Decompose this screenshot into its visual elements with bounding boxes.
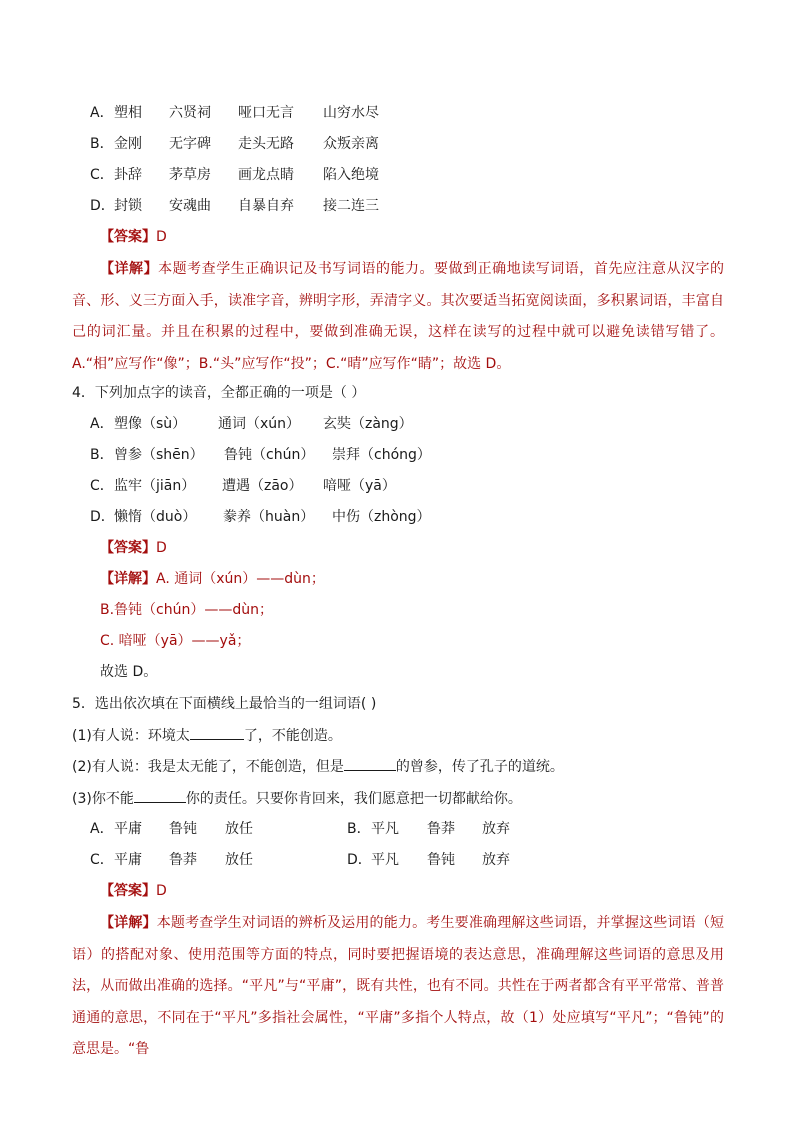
option-word: 鲁莽 — [427, 821, 455, 837]
detail-text: A. 通词（xún）——dùn； — [156, 571, 325, 587]
q4-detail-line-3: C. 喑哑（yā）——yǎ； — [100, 633, 251, 649]
detail-tag: 【详解】 — [100, 571, 156, 587]
option-letter: D． — [90, 509, 115, 525]
q3-detail — [72, 254, 724, 380]
detail-tag: 【详解】 — [100, 261, 159, 277]
answer-value: D — [156, 540, 167, 556]
q4-detail-line-4: 故选 D。 — [100, 664, 158, 680]
option-word: 豢养（huàn） — [223, 509, 315, 525]
detail-text: 本题考查学生对词语的辨析及运用的能力。考生要准确理解这些词语，并掌握这些词语（短语）的搭配对象、使用范围等方面的特点，同时要把握语境的表达意思，准确理解这些词语的意思及用法，从而做出准确的选择。“平凡”与“平庸”，既有共性，也有不同。共性在于两者都含有平平常常、普普通通的意思，不同在于“平凡”多指社会属性，“平庸”多指个人特点，故（1）处应填写“平凡”；“鲁钝”的意思是。“鲁 — [72, 915, 725, 1057]
option-word: 通词（xún） — [218, 416, 301, 432]
answer-tag: 【答案】 — [100, 540, 156, 556]
option-word: 放弃 — [482, 852, 510, 868]
option-word: 崇拜（chóng） — [332, 447, 431, 463]
detail-tag: 【详解】 — [100, 915, 157, 931]
option-word: 自暴自弃 — [238, 198, 294, 214]
option-word: 平凡 — [371, 852, 399, 868]
option-word: 鲁钝 — [169, 821, 197, 837]
q5-answer — [100, 881, 167, 901]
blank-line — [134, 788, 186, 803]
q4-stem: 4．下列加点字的读音，全都正确的一项是（ ） — [72, 385, 366, 401]
option-word: 平凡 — [371, 821, 399, 837]
option-word: 遭遇（zāo） — [222, 478, 303, 494]
option-word: 鲁钝（chún） — [224, 447, 315, 463]
option-letter: A． — [90, 821, 114, 837]
option-word: 无字碑 — [169, 136, 211, 152]
sentence-text: 的曾参，传了孔子的道统。 — [395, 759, 564, 775]
sentence-text: 你的责任。只要你肯回来，我们愿意把一切都献给你。 — [185, 791, 522, 807]
option-word: 玄奘（zàng） — [323, 416, 413, 432]
q5-stem: 5．选出依次填在下面横线上最恰当的一组词语( ) — [72, 696, 377, 712]
option-letter: C． — [90, 478, 114, 494]
sentence-text: (3)你不能 — [72, 791, 134, 807]
q4-answer — [100, 538, 167, 558]
option-word: 平庸 — [114, 852, 142, 868]
option-letter: A． — [90, 416, 114, 432]
option-word: 卦辞 — [114, 167, 142, 183]
q4-detail-line-2: B.鲁钝（chún）——dùn； — [100, 602, 274, 618]
option-word: 平庸 — [114, 821, 142, 837]
answer-value: D — [156, 883, 167, 899]
q5-sentence-3 — [72, 788, 522, 809]
answer-value: D — [156, 229, 167, 245]
q4-detail-line-1 — [100, 569, 325, 589]
option-word: 哑口无言 — [238, 105, 294, 121]
blank-line — [190, 725, 244, 740]
option-letter: B． — [347, 821, 371, 837]
option-word: 画龙点睛 — [238, 167, 294, 183]
option-word: 中伤（zhòng） — [332, 509, 431, 525]
q5-detail — [72, 908, 724, 1066]
option-word: 喑哑（yā） — [323, 478, 396, 494]
option-word: 陷入绝境 — [323, 167, 379, 183]
q5-sentence-2 — [72, 756, 564, 777]
option-word: 封锁 — [114, 198, 142, 214]
option-word: 六贤祠 — [169, 105, 211, 121]
option-word: 鲁钝 — [427, 852, 455, 868]
detail-text: 本题考查学生正确识记及书写词语的能力。要做到正确地读写词语，首先应注意从汉字的音、形、义三方面入手，读准字音，辨明字形，弄清字义。其次要适当拓宽阅读面，多积累词语，丰富自己的词汇量。并且在积累的过程中，要做到准确无误，这样在读写的过程中就可以避免读错写错了。A.“相”应写作“像”；B.“头”应写作“投”；C.“晴”应写作“睛”；故选 D。 — [72, 261, 725, 372]
option-word: 茅草房 — [169, 167, 211, 183]
option-word: 放弃 — [482, 821, 510, 837]
option-letter: C． — [90, 167, 114, 183]
option-letter: A． — [90, 105, 114, 121]
sentence-text: 了，不能创造。 — [243, 728, 342, 744]
option-word: 塑像（sù） — [114, 416, 187, 432]
option-word: 安魂曲 — [169, 198, 211, 214]
blank-line — [344, 756, 396, 771]
option-word: 放任 — [225, 852, 253, 868]
q5-sentence-1 — [72, 725, 342, 746]
option-word: 曾参（shēn） — [114, 447, 204, 463]
option-letter: B． — [90, 447, 114, 463]
option-letter: D． — [90, 198, 115, 214]
option-letter: C． — [90, 852, 114, 868]
option-word: 众叛亲离 — [323, 136, 379, 152]
option-word: 金刚 — [114, 136, 142, 152]
option-word: 塑相 — [114, 105, 142, 121]
option-word: 放任 — [225, 821, 253, 837]
answer-tag: 【答案】 — [100, 229, 156, 245]
option-word: 山穷水尽 — [323, 105, 379, 121]
sentence-text: (1)有人说：环境太 — [72, 728, 190, 744]
sentence-text: (2)有人说：我是太无能了，不能创造，但是 — [72, 759, 344, 775]
option-letter: B． — [90, 136, 114, 152]
answer-tag: 【答案】 — [100, 883, 156, 899]
option-word: 监牢（jiān） — [114, 478, 196, 494]
option-word: 接二连三 — [323, 198, 379, 214]
option-word: 懒惰（duò） — [114, 509, 197, 525]
option-word: 走头无路 — [238, 136, 294, 152]
q3-answer — [100, 227, 167, 247]
option-letter: D． — [347, 852, 372, 868]
option-word: 鲁莽 — [169, 852, 197, 868]
